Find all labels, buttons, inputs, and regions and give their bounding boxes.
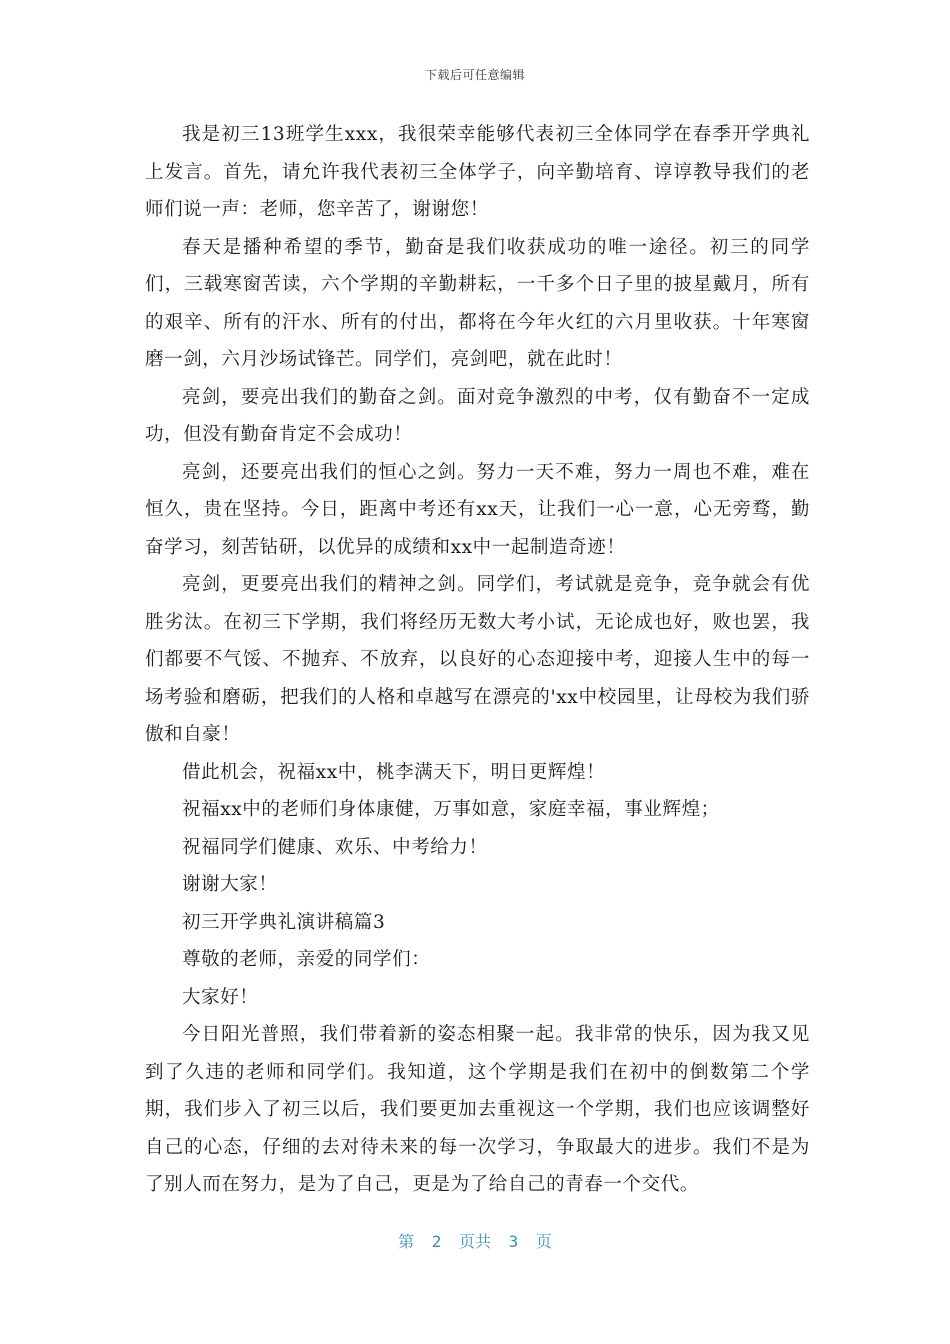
paragraph: 春天是播种希望的季节，勤奋是我们收获成功的唯一途径。初三的同学们，三载寒窗苦读，六个学期的辛勤耕耘，一千多个日子里的披星戴月，所有的艰辛、所有的汗水、所有的付出，都将在今年火红的六月里收获。十年寒窗磨一剑，六月沙场试锋芒。同学们，亮剑吧，就在此时！	[145, 236, 810, 370]
page-number: 第 2 页共 3 页	[398, 1232, 552, 1251]
paragraph: 亮剑，更要亮出我们的精神之剑。同学们，考试就是竞争，竞争就会有优胜劣汰。在初三下学期，我们将经历无数大考小试，无论成也好，败也罢，我们都要不气馁、不抛弃、不放弃，以良好的心态迎接中考，迎接人生中的每一场考验和磨砺，把我们的人格和卓越写在漂亮的'xx中校园里，让母校为我们骄傲和自豪！	[145, 574, 810, 745]
paragraph: 借此机会，祝福xx中，桃李满天下，明日更辉煌！	[182, 761, 606, 783]
document-body	[145, 116, 810, 1204]
paragraph: 谢谢大家！	[182, 874, 278, 895]
paragraph: 亮剑，要亮出我们的勤奋之剑。面对竞争激烈的中考，仅有勤奋不一定成功，但没有勤奋肯定不会成功！	[145, 386, 810, 445]
section-heading: 初三开学典礼演讲稿篇3	[182, 911, 386, 933]
paragraph: 祝福xx中的老师们身体康健，万事如意，家庭幸福，事业辉煌；	[182, 799, 720, 820]
paragraph: 祝福同学们健康、欢乐、中考给力！	[182, 836, 488, 858]
paragraph: 大家好！	[182, 986, 259, 1008]
paragraph: 亮剑，还要亮出我们的恒心之剑。努力一天不难，努力一周也不难，难在恒久，贵在坚持。今日，距离中考还有xx天，让我们一心一意，心无旁骛，勤奋学习，刻苦钻研，以优异的成绩和xx中一起制造奇迹！	[145, 461, 810, 558]
paragraph: 我是初三13班学生xxx，我很荣幸能够代表初三全体同学在春季开学典礼上发言。首先，请允许我代表初三全体学子，向辛勤培育、谆谆教导我们的老师们说一声：老师，您辛苦了，谢谢您！	[145, 124, 810, 220]
paragraph: 今日阳光普照，我们带着新的姿态相聚一起。我非常的快乐，因为我又见到了久违的老师和同学们。我知道，这个学期是我们在初中的倒数第二个学期，我们步入了初三以后，我们要更加去重视这一个学期，我们也应该调整好自己的心态，仔细的去对待未来的每一次学习，争取最大的进步。我们不是为了别人而在努力，是为了自己，更是为了给自己的青春一个交代。	[145, 1024, 810, 1195]
header-note: 下载后可任意编辑	[424, 68, 525, 82]
paragraph: 尊敬的老师，亲爱的同学们：	[182, 949, 431, 970]
